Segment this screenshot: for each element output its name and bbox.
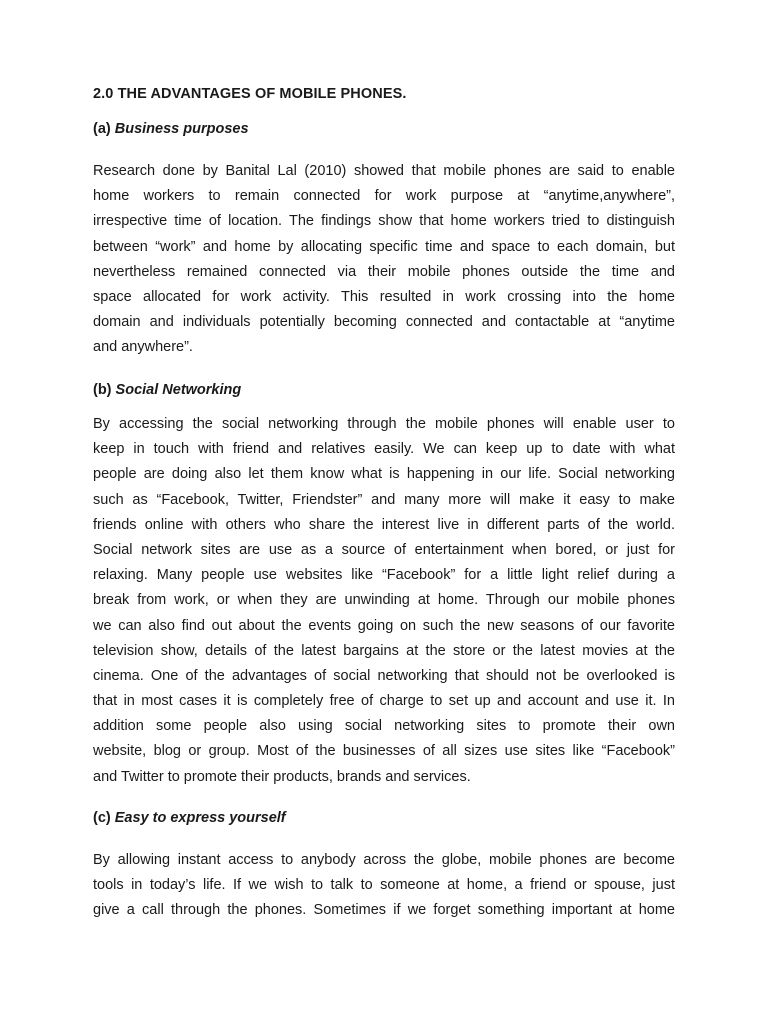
paragraph-line: television show, details of the latest bargains at the store or the latest movies at the	[93, 642, 675, 659]
paragraph-line: relaxing. Many people use websites like “Facebook” for a little light relief during a	[93, 567, 675, 584]
document-title: 2.0 THE ADVANTAGES OF MOBILE PHONES.	[93, 86, 407, 102]
paragraph-line: between “work” and home by allocating specific time and space to each domain, but	[93, 238, 675, 255]
paragraph-line: By allowing instant access to anybody across the globe, mobile phones are become	[93, 852, 675, 868]
section-heading-easy-to-express	[93, 810, 286, 826]
paragraph-line: By accessing the social networking through the mobile phones will enable user to	[93, 416, 675, 432]
paragraph-easy-to-express	[93, 848, 675, 924]
paragraph-line: domain and individuals potentially becoming connected and contactable at “anytime	[93, 314, 675, 331]
paragraph-line: tools in today’s life. If we wish to talk to someone at home, a friend or spouse, just	[93, 877, 675, 894]
paragraph-line: website, blog or group. Most of the businesses of all sizes use sites like “Facebook”	[93, 743, 675, 760]
paragraph-line: we can also find out about the events going on such the new seasons of our favorite	[93, 617, 675, 634]
paragraph-line: give a call through the phones. Sometimes if we forget something important at home	[93, 902, 675, 919]
paragraph-line: space allocated for work activity. This resulted in work crossing into the home	[93, 288, 675, 305]
paragraph-line: and anywhere”.	[93, 339, 193, 356]
paragraph-line: people are doing also let them know what is happening in our life. Social networking	[93, 466, 675, 483]
paragraph-business-purposes	[93, 159, 675, 361]
paragraph-line: addition some people also using social networking sites to promote their own	[93, 718, 675, 735]
paragraph-line: home workers to remain connected for work purpose at “anytime,anywhere”,	[93, 188, 675, 205]
paragraph-line: and Twitter to promote their products, brands and services.	[93, 768, 471, 785]
paragraph-line: friends online with others who share the interest live in different parts of the world.	[93, 516, 675, 533]
section-heading-business-purposes	[93, 121, 249, 137]
paragraph-line: break from work, or when they are unwinding at home. Through our mobile phones	[93, 592, 675, 609]
paragraph-line: cinema. One of the advantages of social networking that should not be overlooked is	[93, 667, 675, 684]
section-heading-text: Easy to express yourself	[114, 810, 286, 826]
section-heading-text: Business purposes	[114, 121, 249, 137]
paragraph-line: nevertheless remained connected via their mobile phones outside the time and	[93, 263, 675, 280]
section-label: (b)	[93, 382, 112, 398]
paragraph-line: such as “Facebook, Twitter, Friendster” and many more will make it easy to make	[93, 491, 675, 508]
section-label: (a)	[93, 121, 111, 137]
paragraph-line: keep in touch with friend and relatives easily. We can keep up to date with what	[93, 441, 675, 458]
paragraph-line: irrespective time of location. The findings show that home workers tried to distinguish	[93, 213, 675, 230]
paragraph-line: that in most cases it is completely free of charge to set up and account and use it. In	[93, 693, 675, 710]
paragraph-social-networking	[93, 412, 675, 790]
section-heading-social-networking	[93, 382, 241, 398]
paragraph-line: Research done by Banital Lal (2010) showed that mobile phones are said to enable	[93, 163, 675, 179]
section-label: (c)	[93, 810, 111, 826]
paragraph-line: Social network sites are use as a source of entertainment when bored, or just for	[93, 541, 675, 558]
section-heading-text: Social Networking	[115, 382, 242, 398]
